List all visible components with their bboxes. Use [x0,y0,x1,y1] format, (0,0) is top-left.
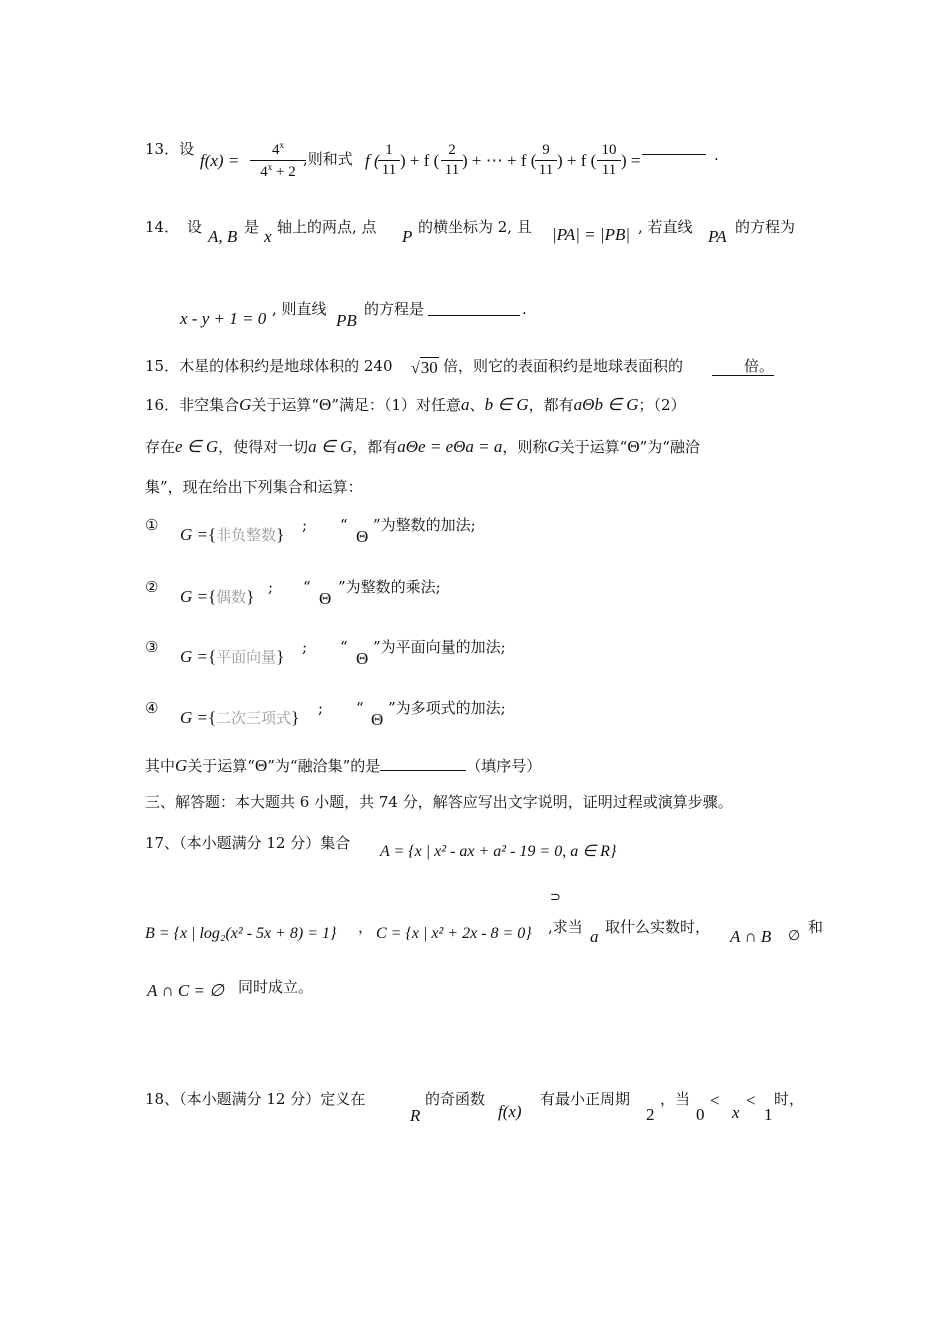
q17-A-cap-C: A ∩ C = ∅ [147,981,224,1000]
q16-final-line: 其中G关于运算“Θ”为“融洽集”的是 （填序号） [145,756,542,775]
q16-item-2-mark: ② [145,578,159,596]
q17-empty-set: ∅ [788,929,801,944]
section-3-heading: 三、解答题：本大题共 6 小题，共 74 分，解答应写出文字说明，证明过程或演算步骤。 [145,793,733,811]
q18-lt-2: < [746,1091,756,1110]
q16-item-1-theta: Θ [356,527,369,546]
q17-and: 和 [808,918,824,936]
q16-item-2-op: ”为整数的乘法; [338,578,441,596]
q17-text-3: 同时成立。 [238,978,314,996]
q16-item-4-set: G ={二次三项式} [180,708,300,727]
q14-PA: PA [708,227,727,246]
q17-supset-symbol: ⊃ [550,889,561,904]
q13-number: 13．设 [145,140,195,158]
q16-item-2-theta: Θ [319,589,332,608]
q18-R: R [410,1106,421,1125]
q14-text-6: 的方程为 [735,218,796,236]
q16-item-3-open-quote: “ [340,638,348,656]
q14-x: x [264,227,272,246]
q13-answer-blank [642,154,706,155]
q17-set-B: B = {x | log₂(x² - 5x + 8) = 1} [145,925,337,942]
q14-number: 14． [145,218,180,236]
q13-frac-4: 10 11 [597,142,621,179]
q13-f1: f ( [365,151,380,170]
q16-item-1-semicolon: ; [302,516,308,534]
q15-sqrt: √30 [411,358,438,377]
q13-dots: ) + ⋯ + f ( [462,151,537,170]
q13-main-fraction: 4$^x$ 4$^x$ + 2 [250,140,306,181]
q16-item-4-open-quote: “ [356,699,364,717]
q18-text-1: 的奇函数 [425,1090,486,1108]
q14-text-4: 的横坐标为 2, 且 [418,218,532,236]
q16-item-1-set: G ={非负整数} [180,525,285,544]
q16-item-4-op: ”为多项式的加法; [388,699,506,717]
q14-text-5: , 若直线 [638,218,693,236]
q17-set-A: A = {x | x² - ax + a² - 19 = 0, a ∈ R} [380,843,617,860]
q16-item-3-mark: ③ [145,638,159,656]
q14-text-7: , 则直线 [272,300,327,318]
q18-text-3: ，当 [660,1090,691,1108]
q17-A-cap-B: A ∩ B [730,927,772,946]
q14-line-eq: x - y + 1 = 0 [180,309,267,328]
q15-text-2: 倍，则它的表面积约是地球表面积的 [443,357,684,375]
q16-item-3-theta: Θ [356,649,369,668]
q16-line2: 存在e ∈ G，使得对一切a ∈ G，都有aΘe = eΘa = a，则称G关于运算“Θ”为“融洽 [145,437,700,456]
q16-item-2-set: G ={偶数} [180,587,255,606]
q13-frac-2: 2 11 [441,142,463,179]
q17-set-C: C = {x | x² + 2x - 8 = 0} [376,925,532,942]
q13-mid-text: ,则和式 [303,150,353,168]
q14-AB: A, B [208,227,238,246]
q13-plus-3: ) + f ( [557,151,597,170]
q16-item-3-set: G ={平面向量} [180,647,285,666]
q13-end: ) = [621,151,641,170]
q16-item-4-theta: Θ [371,710,384,729]
q17-a: a [590,927,599,946]
q13-frac-1: 1 11 [378,142,400,179]
q16-line3: 集”，现在给出下列集合和运算： [145,478,363,496]
q18-head: 18、（本小题满分 12 分）定义在 [145,1090,366,1108]
q17-text-1: ,求当 [548,918,583,936]
q14-period: . [522,300,527,318]
q16-item-4-mark: ④ [145,699,159,717]
q16-item-1-open-quote: “ [340,516,348,534]
q13-period: . [714,146,719,164]
q13-frac-3: 9 11 [535,142,557,179]
q18-lt-1: < [710,1091,720,1110]
q13-plus-1: ) + f ( [400,151,440,170]
q18-text-2: 有最小正周期 [540,1090,631,1108]
q16-item-3-semicolon: ; [302,638,308,656]
q16-item-1-mark: ① [145,516,159,534]
q16-item-4-semicolon: ; [318,699,324,717]
q14-P: P [402,227,413,246]
q16-item-2-open-quote: “ [303,578,311,596]
q16-item-3-op: ”为平面向量的加法; [373,638,506,656]
q14-answer-blank [428,315,520,316]
q18-period-value: 2 [646,1105,655,1124]
q18-x: x [732,1103,740,1122]
q18-zero: 0 [696,1105,705,1124]
q17-head: 17、（本小题满分 12 分）集合 [145,834,351,852]
q15-text-1: 15．木星的体积约是地球体积的 240 [145,357,393,375]
q18-text-4: 时， [774,1090,805,1108]
q14-text-3: 轴上的两点, 点 [277,218,377,236]
q16-item-2-semicolon: ; [268,578,274,596]
q16-line1: 16．非空集合G关于运算“Θ”满足：（1）对任意a、b ∈ G，都有aΘb ∈ G；（2） [145,395,686,414]
q17-comma: ， [358,918,374,936]
q13-f-def: f(x) = [200,151,240,170]
q15-answer-blank: 倍。 [712,359,774,376]
q14-text-1: 设 [187,218,203,236]
q14-eq: |PA| = |PB| [552,225,631,244]
q14-text-2: 是 [244,218,260,236]
q18-fx: f(x) [498,1102,522,1121]
q16-item-1-op: ”为整数的加法; [373,516,476,534]
q14-text-8: 的方程是 [364,300,425,318]
q14-PB: PB [336,311,357,330]
q18-one: 1 [764,1105,773,1124]
q17-text-2: 取什么实数时， [605,918,711,936]
